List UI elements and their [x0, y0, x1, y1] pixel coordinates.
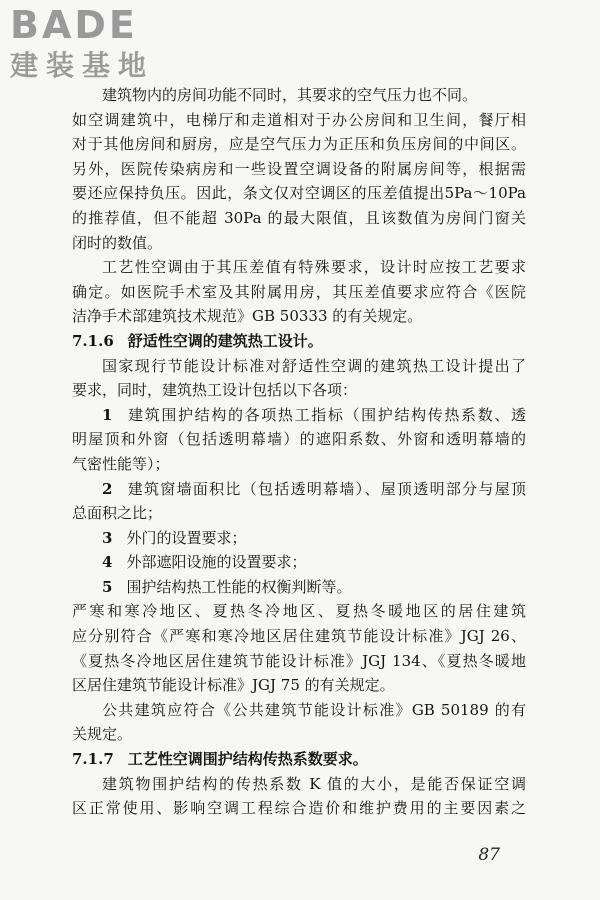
item-number: 1 — [102, 405, 113, 424]
text-line — [72, 575, 526, 600]
line-text: 关规定。 — [72, 725, 133, 744]
text-line — [72, 550, 526, 575]
page-number: 87 — [478, 845, 500, 865]
item-number: 5 — [102, 577, 113, 596]
line-text: 公共建筑应符合《公共建筑节能设计标准》GB 50189 的有 — [102, 700, 526, 719]
line-text: 建筑窗墙面积比（包括透明幕墙）、屋顶透明部分与屋顶 — [126, 479, 526, 498]
line-text: 区正常使用、影响空调工程综合造价和维护费用的主要因素之 — [72, 799, 526, 818]
line-text: 气密性能等）； — [72, 454, 170, 473]
text-line — [72, 772, 526, 797]
text-line — [72, 403, 526, 428]
text-line — [72, 427, 526, 452]
line-text: 的推荐值，但不能超 30Pa 的最大限值，且该数值为房间门窗关 — [72, 208, 526, 227]
item-number: 3 — [102, 528, 113, 547]
line-text: 建筑围护结构的各项热工指标（围护结构传热系数、透 — [126, 405, 526, 424]
logo-subtitle: 建装基地 — [10, 49, 155, 82]
line-text: 如空调建筑中，电梯厅和走道相对于办公房间和卫生间，餐厅相 — [72, 110, 526, 129]
item-number: 7.1.7 — [72, 750, 114, 769]
section-heading — [72, 329, 526, 354]
text-line — [72, 255, 526, 280]
line-text: 外门的设置要求； — [126, 528, 247, 547]
text-line — [72, 231, 526, 256]
text-line — [72, 624, 526, 649]
line-text: 建筑物围护结构的传热系数 K 值的大小，是能否保证空调 — [102, 774, 526, 793]
line-text: 确定。如医院手术室及其附属用房，其压差值要求应符合《医院 — [72, 282, 526, 301]
item-number: 2 — [102, 479, 113, 498]
item-number: 4 — [102, 553, 113, 572]
text-line — [72, 132, 526, 157]
page-body — [72, 83, 526, 821]
section-heading — [72, 747, 526, 772]
text-line — [72, 501, 526, 526]
text-line — [72, 599, 526, 624]
text-line — [72, 722, 526, 747]
item-number: 7.1.6 — [72, 331, 114, 350]
text-line — [72, 83, 526, 108]
text-line — [72, 649, 526, 674]
line-text: 要还应保持负压。因此，条文仅对空调区的压差值提出5Pa～10Pa — [72, 184, 526, 203]
line-text: 洁净手术部建筑技术规范》GB 50333 的有关规定。 — [72, 307, 423, 326]
text-line — [72, 673, 526, 698]
line-text: 建筑物内的房间功能不同时，其要求的空气压力也不同。 — [102, 86, 478, 104]
text-line — [72, 477, 526, 502]
text-line — [72, 796, 526, 821]
line-text: 国家现行节能设计标准对舒适性空调的建筑热工设计提出了 — [102, 356, 526, 375]
logo-wordmark: BADE — [10, 3, 138, 47]
line-text: 另外，医院传染病房和一些设置空调设备的附属房间等，根据需 — [72, 159, 526, 178]
text-line — [72, 304, 526, 329]
line-text: 对于其他房间和厨房，应是空气压力为正压和负压房间的中间区。 — [72, 135, 526, 154]
line-text: 要求，同时，建筑热工设计包括以下各项： — [72, 381, 358, 400]
line-text: 明屋顶和外窗（包括透明幕墙）的遮阳系数、外窗和透明幕墙的 — [72, 430, 526, 449]
text-line — [72, 698, 526, 723]
text-line — [72, 526, 526, 551]
line-text: 区居住建筑节能设计标准》JGJ 75 的有关规定。 — [72, 676, 395, 695]
line-text: 围护结构热工性能的权衡判断等。 — [126, 577, 352, 596]
line-text: 工艺性空调由于其压差值有特殊要求，设计时应按工艺要求 — [102, 258, 526, 277]
line-text: 外部遮阳设施的设置要求； — [126, 553, 307, 572]
text-line — [72, 280, 526, 305]
text-line — [72, 354, 526, 379]
line-text: 总面积之比； — [72, 504, 163, 523]
text-line — [72, 206, 526, 231]
text-line — [72, 378, 526, 403]
line-text: 闭时的数值。 — [72, 233, 163, 252]
text-line — [72, 181, 526, 206]
text-line — [72, 157, 526, 182]
line-text: 应分别符合《严寒和寒冷地区居住建筑节能设计标准》JGJ 26、 — [72, 627, 526, 646]
line-text: 《夏热冬冷地区居住建筑节能设计标准》JGJ 134、《夏热冬暖地 — [72, 651, 526, 670]
line-text: 工艺性空调围护结构传热系数要求。 — [127, 750, 368, 769]
text-line — [72, 108, 526, 133]
line-text: 严寒和寒冷地区、夏热冬冷地区、夏热冬暖地区的居住建筑 — [72, 602, 526, 621]
line-text: 舒适性空调的建筑热工设计。 — [127, 331, 323, 350]
text-line — [72, 452, 526, 477]
